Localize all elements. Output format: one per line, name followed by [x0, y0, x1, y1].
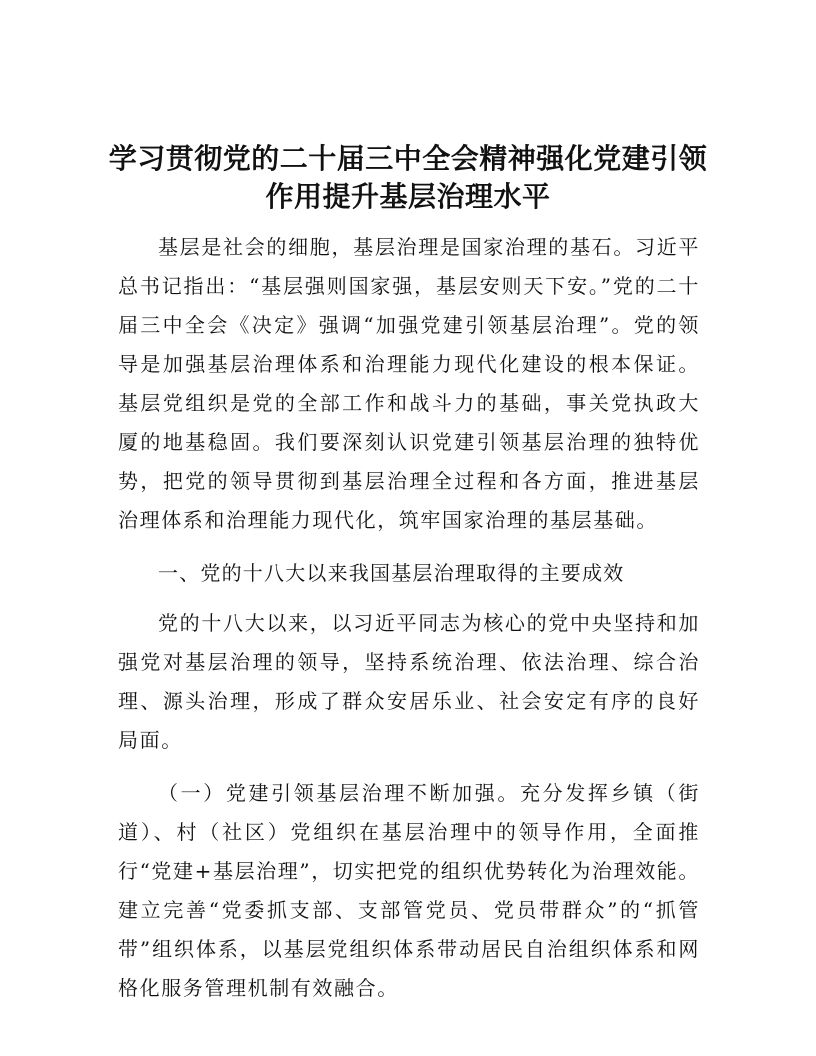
section-paragraph: 党的十八大以来，以习近平同志为核心的党中央坚持和加强党对基层治理的领导，坚持系统治理、依法治理、综合治理、源头治理，形成了群众安居乐业、社会安定有序的良好局面。	[118, 611, 700, 752]
intro-paragraph: 基层是社会的细胞，基层治理是国家治理的基石。习近平总书记指出：“基层强则国家强，基层安则天下安。”党的二十届三中全会《决定》强调“加强党建引领基层治理”。党的领导是加强基层治理体系和治理能力现代化建设的根本保证。基层党组织是党的全部工作和战斗力的基础，事关党执政大厦的地基稳固。我们要深刻认识党建引领基层治理的独特优势，把党的领导贯彻到基层治理全过程和各方面，推进基层治理体系和治理能力现代化，筑牢国家治理的基层基础。	[118, 235, 700, 532]
section-heading: 一、党的十八大以来我国基层治理取得的主要成效	[158, 561, 625, 585]
subsection-paragraph: （一）党建引领基层治理不断加强。充分发挥乡镇（街道）、村（社区）党组织在基层治理中的领导作用，全面推行“党建+基层治理”，切实把党的组织优势转化为治理效能。建立完善“党委抓支部、支部管党员、党员带群众”的“抓管带”组织体系，以基层党组织体系带动居民自治组织体系和网格化服务管理机制有效融合。	[118, 781, 701, 1000]
document-body	[118, 228, 700, 1022]
document-title: 学习贯彻党的二十届三中全会精神强化党建引领作用提升基层治理水平	[108, 142, 708, 213]
